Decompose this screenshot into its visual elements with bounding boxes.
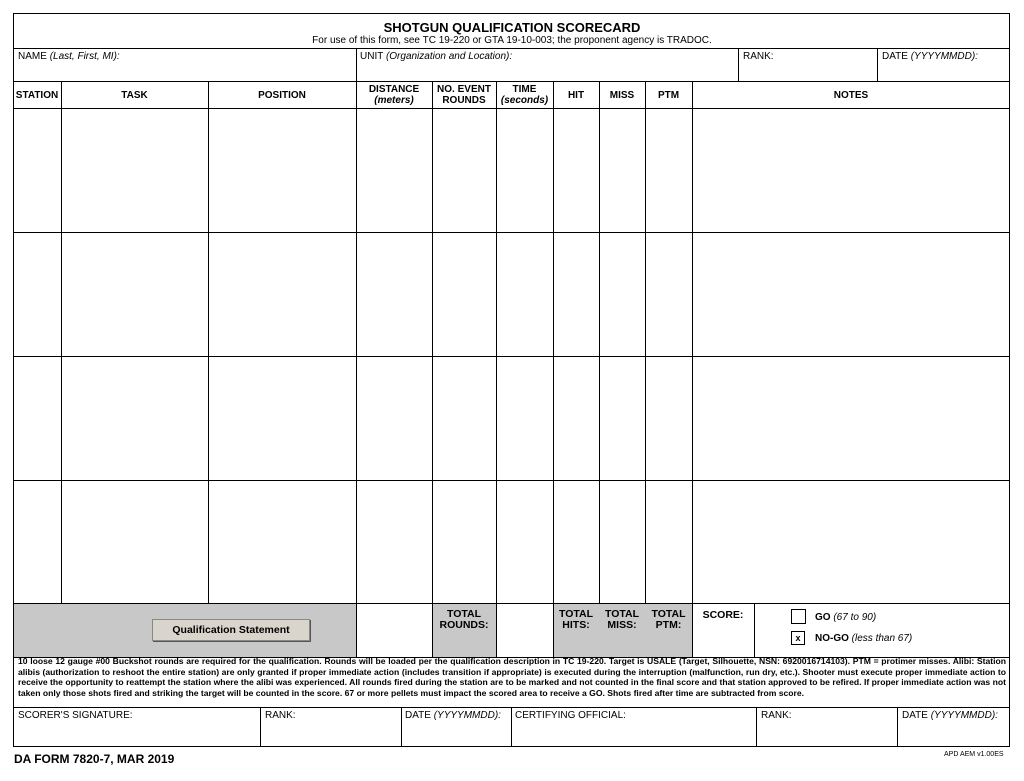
col-position: POSITION (258, 90, 306, 101)
form-title: SHOTGUN QUALIFICATION SCORECARD (383, 20, 641, 35)
scorer-date-field[interactable]: DATE (YYYYMMDD): (405, 710, 501, 721)
col-time: TIME (seconds) (500, 84, 549, 106)
qualification-statement-button[interactable]: Qualification Statement (152, 619, 310, 641)
official-rank-field[interactable]: RANK: (761, 710, 792, 721)
go-checkbox[interactable] (791, 609, 806, 624)
col-miss: MISS (609, 90, 635, 101)
total-rounds-field[interactable] (497, 604, 553, 657)
form-subtitle: For use of this form, see TC 19-220 or GTA 19-10-003; the proponent agency is TRADOC. (312, 35, 712, 46)
col-event-rounds: NO. EVENT ROUNDS (437, 84, 491, 106)
scorer-signature-field[interactable]: SCORER'S SIGNATURE: (18, 710, 133, 721)
col-task: TASK (121, 90, 148, 101)
table-row (13, 480, 1010, 481)
certifying-official-field[interactable]: CERTIFYING OFFICIAL: (515, 710, 626, 721)
go-option: GO (67 to 90) (815, 612, 877, 623)
col-station: STATION (15, 90, 59, 101)
date-field[interactable]: DATE (YYYYMMDD): (882, 51, 978, 62)
form-number: DA FORM 7820-7, MAR 2019 (14, 752, 175, 766)
instructions-text: 10 loose 12 gauge #00 Buckshot rounds are required for the qualification. Rounds will be loaded per the qualification description in TC 19-220. Target is USALE (Target, Silhouette, NSN: 6920016714103). PTM = protimer misses. Alibi: Station alibis (authorization to reshoot the entire station) are only granted if proper immediate action (includes transition if appropriate) is executed during the interruption (malfunction, run dry, etc.). Shooter must execute proper immediate action to receive the opportunity to reattempt the station where the alibi was experienced. All rounds fired during the station are to be marked and not counted in the final score and that station approved to be refired. If proper immediate action was not taken only those shots fired and striking the target will be counted in the score. 67 or more pellets must impact the scored area to receive a GO. Shots fired after time are subtracted from score. (18, 656, 1006, 698)
col-notes: NOTES (833, 90, 869, 101)
scorer-rank-field[interactable]: RANK: (265, 710, 296, 721)
total-hits-label: TOTAL HITS: (558, 608, 594, 631)
unit-field[interactable]: UNIT (Organization and Location): (360, 51, 513, 62)
col-hit: HIT (567, 90, 585, 101)
col-ptm: PTM (657, 90, 680, 101)
table-row (13, 356, 1010, 357)
col-distance: DISTANCE (meters) (368, 84, 420, 106)
total-ptm-label: TOTAL PTM: (651, 608, 686, 631)
name-field[interactable]: NAME (Last, First, MI): (18, 51, 120, 62)
nogo-checkbox[interactable]: x (791, 631, 805, 645)
rank-field[interactable]: RANK: (743, 51, 774, 62)
score-label: SCORE: (702, 609, 744, 621)
total-rounds-label: TOTAL ROUNDS: (439, 608, 489, 631)
total-miss-label: TOTAL MISS: (604, 608, 640, 631)
version-tag: APD AEM v1.00ES (944, 751, 1004, 758)
official-date-field[interactable]: DATE (YYYYMMDD): (902, 710, 998, 721)
nogo-option: NO-GO (less than 67) (815, 633, 913, 644)
table-row (13, 232, 1010, 233)
